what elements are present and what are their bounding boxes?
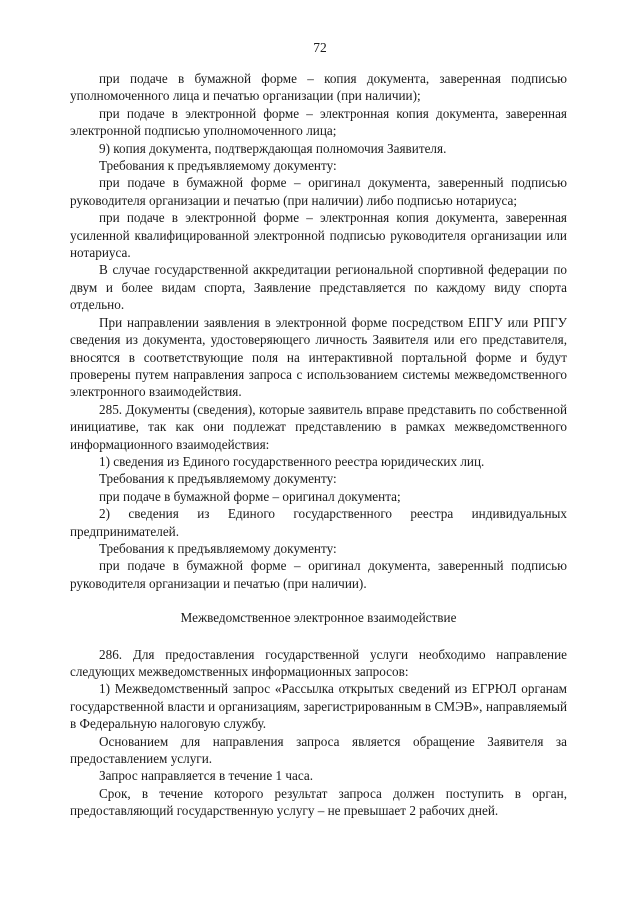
paragraph: Основанием для направления запроса является обращение Заявителя за предоставлением услуги. (70, 733, 567, 767)
paragraph: Требования к предъявляемому документу: (99, 158, 337, 174)
paragraph: При направлении заявления в электронной форме посредством ЕПГУ или РПГУ сведения из документа, удостоверяющего личность Заявителя или его представителя, вносятся в соответствующие поля на интерактивной портальной форме и будут проверены путем направления запроса с использованием системы межведомственного электронного взаимодействия. (70, 314, 567, 400)
paragraph: Срок, в течение которого результат запроса должен поступить в орган, предоставляющий государственную услугу – не превышает 2 рабочих дней. (70, 785, 567, 819)
paragraph: 9) копия документа, подтверждающая полномочия Заявителя. (99, 140, 447, 156)
paragraph: при подаче в бумажной форме – оригинал документа, заверенный подписью руководителя организации и печатью (при наличии) либо подписью нотариуса; (70, 175, 567, 208)
paragraph: 286. Для предоставления государственной услуги необходимо направление следующих межведомственных информационных запросов: (70, 646, 567, 679)
paragraph: при подаче в бумажной форме – оригинал документа; (99, 488, 401, 504)
document-body (70, 70, 567, 820)
page-number: 72 (313, 40, 327, 55)
paragraph: при подаче в бумажной форме – копия документа, заверенная подписью уполномоченного лица и печатью организации (при наличии); (70, 71, 567, 104)
section-heading: Межведомственное электронное взаимодействие (180, 610, 457, 626)
paragraph: при подаче в бумажной форме – оригинал документа, заверенный подписью руководителя организации и печатью (при наличии). (70, 558, 567, 591)
paragraph: Требования к предъявляемому документу: (99, 471, 337, 487)
paragraph: Требования к предъявляемому документу: (99, 540, 337, 556)
paragraph: 1) сведения из Единого государственного реестра юридических лиц. (99, 453, 485, 469)
paragraph: при подаче в электронной форме – электронная копия документа, заверенная усиленной квалифицированной электронной подписью руководителя организации или нотариуса. (70, 210, 567, 261)
paragraph: Запрос направляется в течение 1 часа. (99, 768, 314, 784)
paragraph: 1) Межведомственный запрос «Рассылка открытых сведений из ЕГРЮЛ органам государственной власти и организациям, зарегистрированным в СМЭВ», направляемый в Федеральную налоговую службу. (70, 681, 567, 732)
paragraph: 2) сведения из Единого государственного реестра индивидуальных предпринимателей. (70, 506, 567, 539)
paragraph: 285. Документы (сведения), которые заявитель вправе представить по собственной инициативе, так как они подлежат представлению в рамках межведомственного информационного взаимодействия: (70, 401, 567, 452)
paragraph: при подаче в электронной форме – электронная копия документа, заверенная электронной подписью уполномоченного лица; (70, 105, 567, 139)
paragraph: В случае государственной аккредитации региональной спортивной федерации по двум и более видам спорта, Заявление представляется по каждому виду спорта отдельно. (70, 262, 567, 313)
